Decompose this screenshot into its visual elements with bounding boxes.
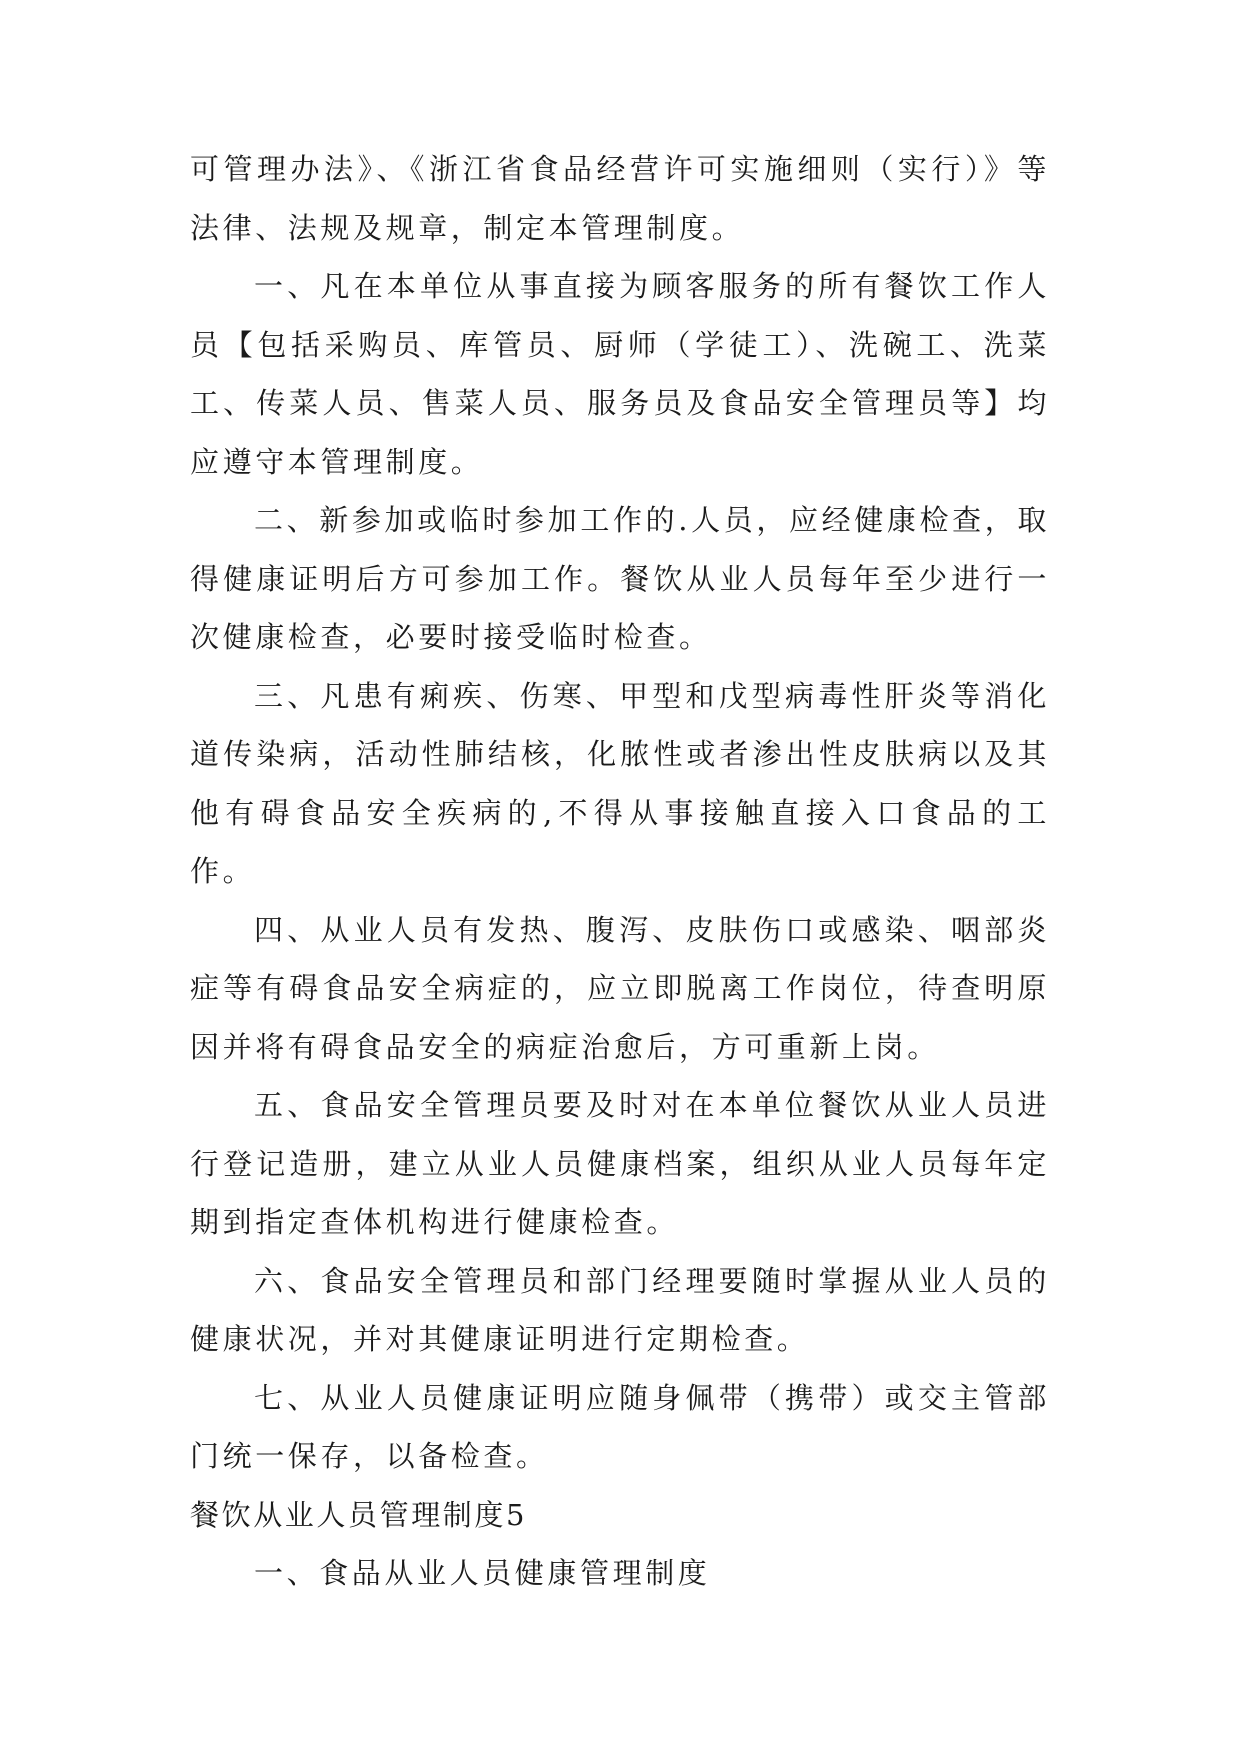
paragraph-rule-2: 二、新参加或临时参加工作的.人员，应经健康检查，取得健康证明后方可参加工作。餐饮从业人员每年至少进行一次健康检查，必要时接受临时检查。 — [190, 503, 1050, 654]
section-title: 餐饮从业人员管理制度5 — [190, 1497, 528, 1532]
paragraph-rule-5: 五、食品安全管理员要及时对在本单位餐饮从业人员进行登记造册，建立从业人员健康档案，组织从业人员每年定期到指定查体机构进行健康检查。 — [190, 1088, 1050, 1239]
paragraph-rule-4: 四、从业人员有发热、腹泻、皮肤伤口或感染、咽部炎症等有碍食品安全病症的，应立即脱离工作岗位，待查明原因并将有碍食品安全的病症治愈后，方可重新上岗。 — [190, 912, 1050, 1064]
paragraph-rule-1: 一、凡在本单位从事直接为顾客服务的所有餐饮工作人员【包括采购员、库管员、厨师（学徒工）、洗碗工、洗菜工、传菜人员、售菜人员、服务员及食品安全管理员等】均应遵守本管理制度。 — [190, 269, 1050, 479]
subsection-title: 一、食品从业人员健康管理制度 — [254, 1556, 711, 1590]
paragraph-rule-7: 七、从业人员健康证明应随身佩带（携带）或交主管部门统一保存，以备检查。 — [190, 1380, 1050, 1473]
document-body — [190, 140, 1050, 1603]
paragraph-rule-3: 三、凡患有痢疾、伤寒、甲型和戊型病毒性肝炎等消化道传染病，活动性肺结核，化脓性或者渗出性皮肤病以及其他有碍食品安全疾病的,不得从事接触直接入口食品的工作。 — [190, 678, 1050, 888]
paragraph-intro-continuation: 可管理办法》、《浙江省食品经营许可实施细则（实行）》等法律、法规及规章，制定本管理制度。 — [190, 152, 1050, 245]
paragraph-rule-6: 六、食品安全管理员和部门经理要随时掌握从业人员的健康状况，并对其健康证明进行定期检查。 — [190, 1263, 1050, 1356]
